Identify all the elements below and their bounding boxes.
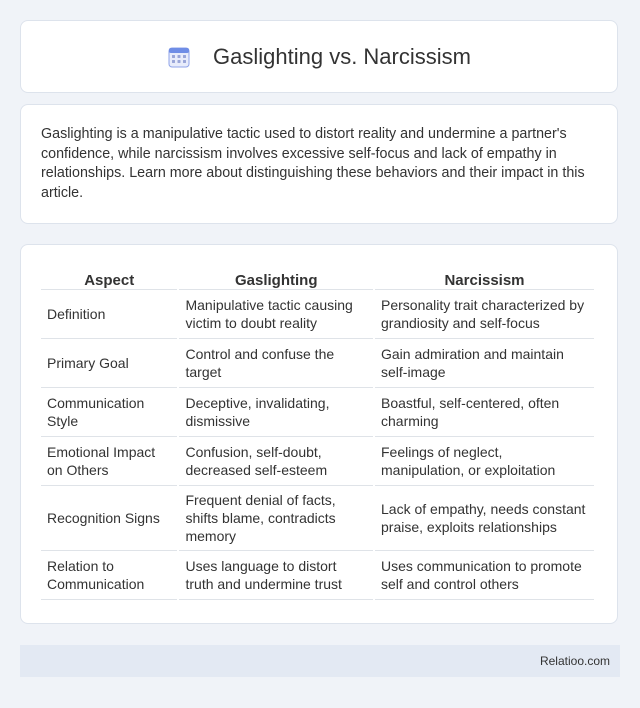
intro-card	[20, 104, 618, 224]
page-title: Gaslighting vs. Narcissism	[213, 43, 471, 69]
comparison-table	[39, 265, 596, 600]
header-card	[20, 20, 618, 93]
cell-gaslighting: Uses language to distort truth and undermine trust	[179, 551, 373, 600]
cell-aspect: Relation to Communication	[41, 551, 177, 600]
cell-gaslighting: Frequent denial of facts, shifts blame, contradicts memory	[179, 486, 373, 551]
comparison-card	[20, 244, 618, 624]
cell-narcissism: Personality trait characterized by grandiosity and self-focus	[375, 290, 594, 339]
cell-aspect: Communication Style	[41, 388, 177, 437]
footer-bar	[20, 645, 620, 677]
cell-narcissism: Gain admiration and maintain self-image	[375, 339, 594, 388]
cell-aspect: Emotional Impact on Others	[41, 437, 177, 486]
cell-gaslighting: Deceptive, invalidating, dismissive	[179, 388, 373, 437]
footer-site-link[interactable]: Relatioo.com	[539, 654, 610, 668]
cell-narcissism: Lack of empathy, needs constant praise, exploits relationships	[375, 486, 594, 551]
cell-gaslighting: Control and confuse the target	[179, 339, 373, 388]
table-row	[41, 437, 594, 486]
cell-gaslighting: Confusion, self-doubt, decreased self-esteem	[179, 437, 373, 486]
table-row	[41, 551, 594, 600]
calendar-icon	[167, 45, 191, 69]
header-aspect: Aspect	[41, 265, 177, 290]
cell-aspect: Definition	[41, 290, 177, 339]
cell-aspect: Primary Goal	[41, 339, 177, 388]
table-row	[41, 339, 594, 388]
header-gaslighting: Gaslighting	[179, 265, 373, 290]
cell-narcissism: Boastful, self-centered, often charming	[375, 388, 594, 437]
table-row	[41, 290, 594, 339]
table-row	[41, 388, 594, 437]
table-header-row	[41, 265, 594, 290]
cell-narcissism: Feelings of neglect, manipulation, or exploitation	[375, 437, 594, 486]
cell-narcissism: Uses communication to promote self and control others	[375, 551, 594, 600]
header-narcissism: Narcissism	[375, 265, 594, 290]
table-row	[41, 486, 594, 551]
intro-text: Gaslighting is a manipulative tactic used to distort reality and undermine a partner's confidence, while narcissism involves excessive self-focus and lack of empathy in relationships. Learn more about distinguishing these behaviors and their impact in this article.	[41, 126, 585, 201]
cell-gaslighting: Manipulative tactic causing victim to doubt reality	[179, 290, 373, 339]
cell-aspect: Recognition Signs	[41, 486, 177, 551]
